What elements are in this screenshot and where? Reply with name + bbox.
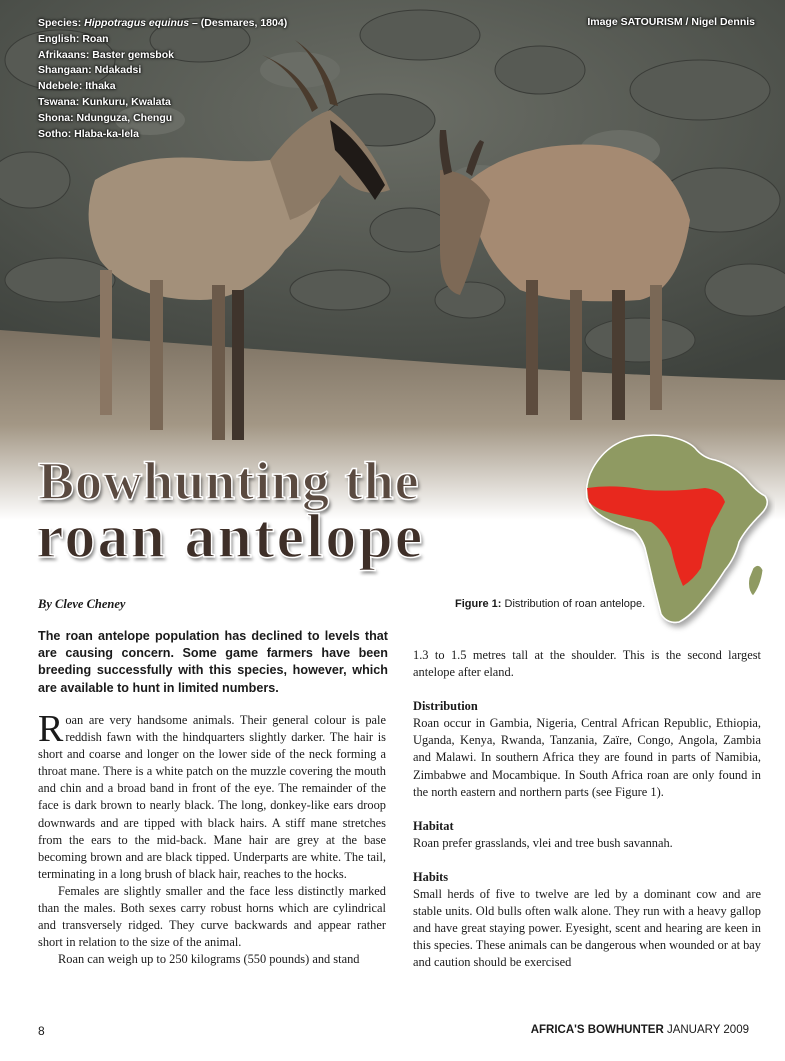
dropcap: R [38,708,64,750]
common-name-shona: Shona: Ndunguza, Chengu [38,111,173,124]
common-name-shangaan: Shangaan: Ndakadsi [38,64,142,77]
figure-caption: Figure 1: Distribution of roan antelope. [455,598,646,610]
section-heading-distribution: Distribution [413,699,478,714]
article-title-line2: roan antelope [36,503,425,571]
common-name-tswana: Tswana: Kunkuru, Kwalata [38,95,171,108]
section-text-habitat: Roan prefer grasslands, vlei and tree bush savannah. [413,835,673,850]
magazine-footer: AFRICA'S BOWHUNTER JANUARY 2009 [530,1024,749,1036]
species-info [38,16,287,142]
common-name-sotho: Sotho: Hlaba-ka-lela [38,127,139,140]
body-paragraph-1: Roan are very handsome animals. Their general colour is pale reddish fawn with the hindquarters slightly darker. The hair is short and coarse and longer on the lower side of the neck forming a throat mane. There is a white patch on the muzzle covering the mouth and chin and a broad band in front of the eye. The remainder of the face is dark brown to nearly black. The long, donkey-like ears droop downwards and are tipped with black hairs. A stiff mane stretches from the ears to the mid-back. Mane hair are grey at the base becoming brown and are black tipped. Underparts are white. The tail, terminating in a long brush of black hair, reaches to the hocks. [38,708,386,881]
right-column [413,647,761,972]
page-number: 8 [38,1024,45,1038]
article-title-line1: Bowhunting the [38,451,420,511]
species-scientific-name: Hippotragus equinus [84,17,190,29]
common-name-ndebele: Ndebele: Ithaka [38,80,116,93]
image-credit: Image SATOURISM / Nigel Dennis [587,16,755,28]
section-heading-habits: Habits [413,869,449,884]
species-line: Species: Hippotragus equinus – (Desmares, 1804) [38,17,288,29]
body-paragraph-3: Roan can weigh up to 250 kilograms (550 pounds) and stand [58,952,360,967]
common-name-english: English: Roan [38,32,109,45]
body-paragraph-cont: 1.3 to 1.5 metres tall at the shoulder. This is the second largest antelope after eland. [413,648,761,680]
section-text-habits: Small herds of five to twelve are led by a dominant cow and are stable units. Old bulls often walk alone. They run with a heavy gallop and have great staying power. Eyesight, scent and hearing are keen in this species. These animals can be dangerous when wounded or at bay and caution should be exercised [413,887,761,970]
madagascar-land [749,565,764,596]
section-heading-habitat: Habitat [413,818,454,833]
left-column [38,708,386,968]
common-name-afrikaans: Afrikaans: Baster gemsbok [38,48,174,61]
intro-paragraph: The roan antelope population has declined to levels that are causing concern. Some game farmers have been breeding successfully with this species, however, which are available to hunt in limited numbers. [38,629,388,695]
byline: By Cleve Cheney [38,597,126,611]
section-text-distribution: Roan occur in Gambia, Nigeria, Central African Republic, Ethiopia, Uganda, Kenya, Rwanda, Tanzania, Zaïre, Congo, Angola, Zambia and Malawi. In southern Africa they are found in parts of Namibia, Zimbabwe and Mocambique. In South Africa roan are only found in the north eastern and northern parts (see Figure 1). [413,716,761,799]
body-paragraph-2: Females are slightly smaller and the face less distinctly marked than the males. Both sexes carry robust horns which are cylindrical and transversely ridged. They curve backwards and appear rather short in relation to the size of the animal. [38,883,386,950]
